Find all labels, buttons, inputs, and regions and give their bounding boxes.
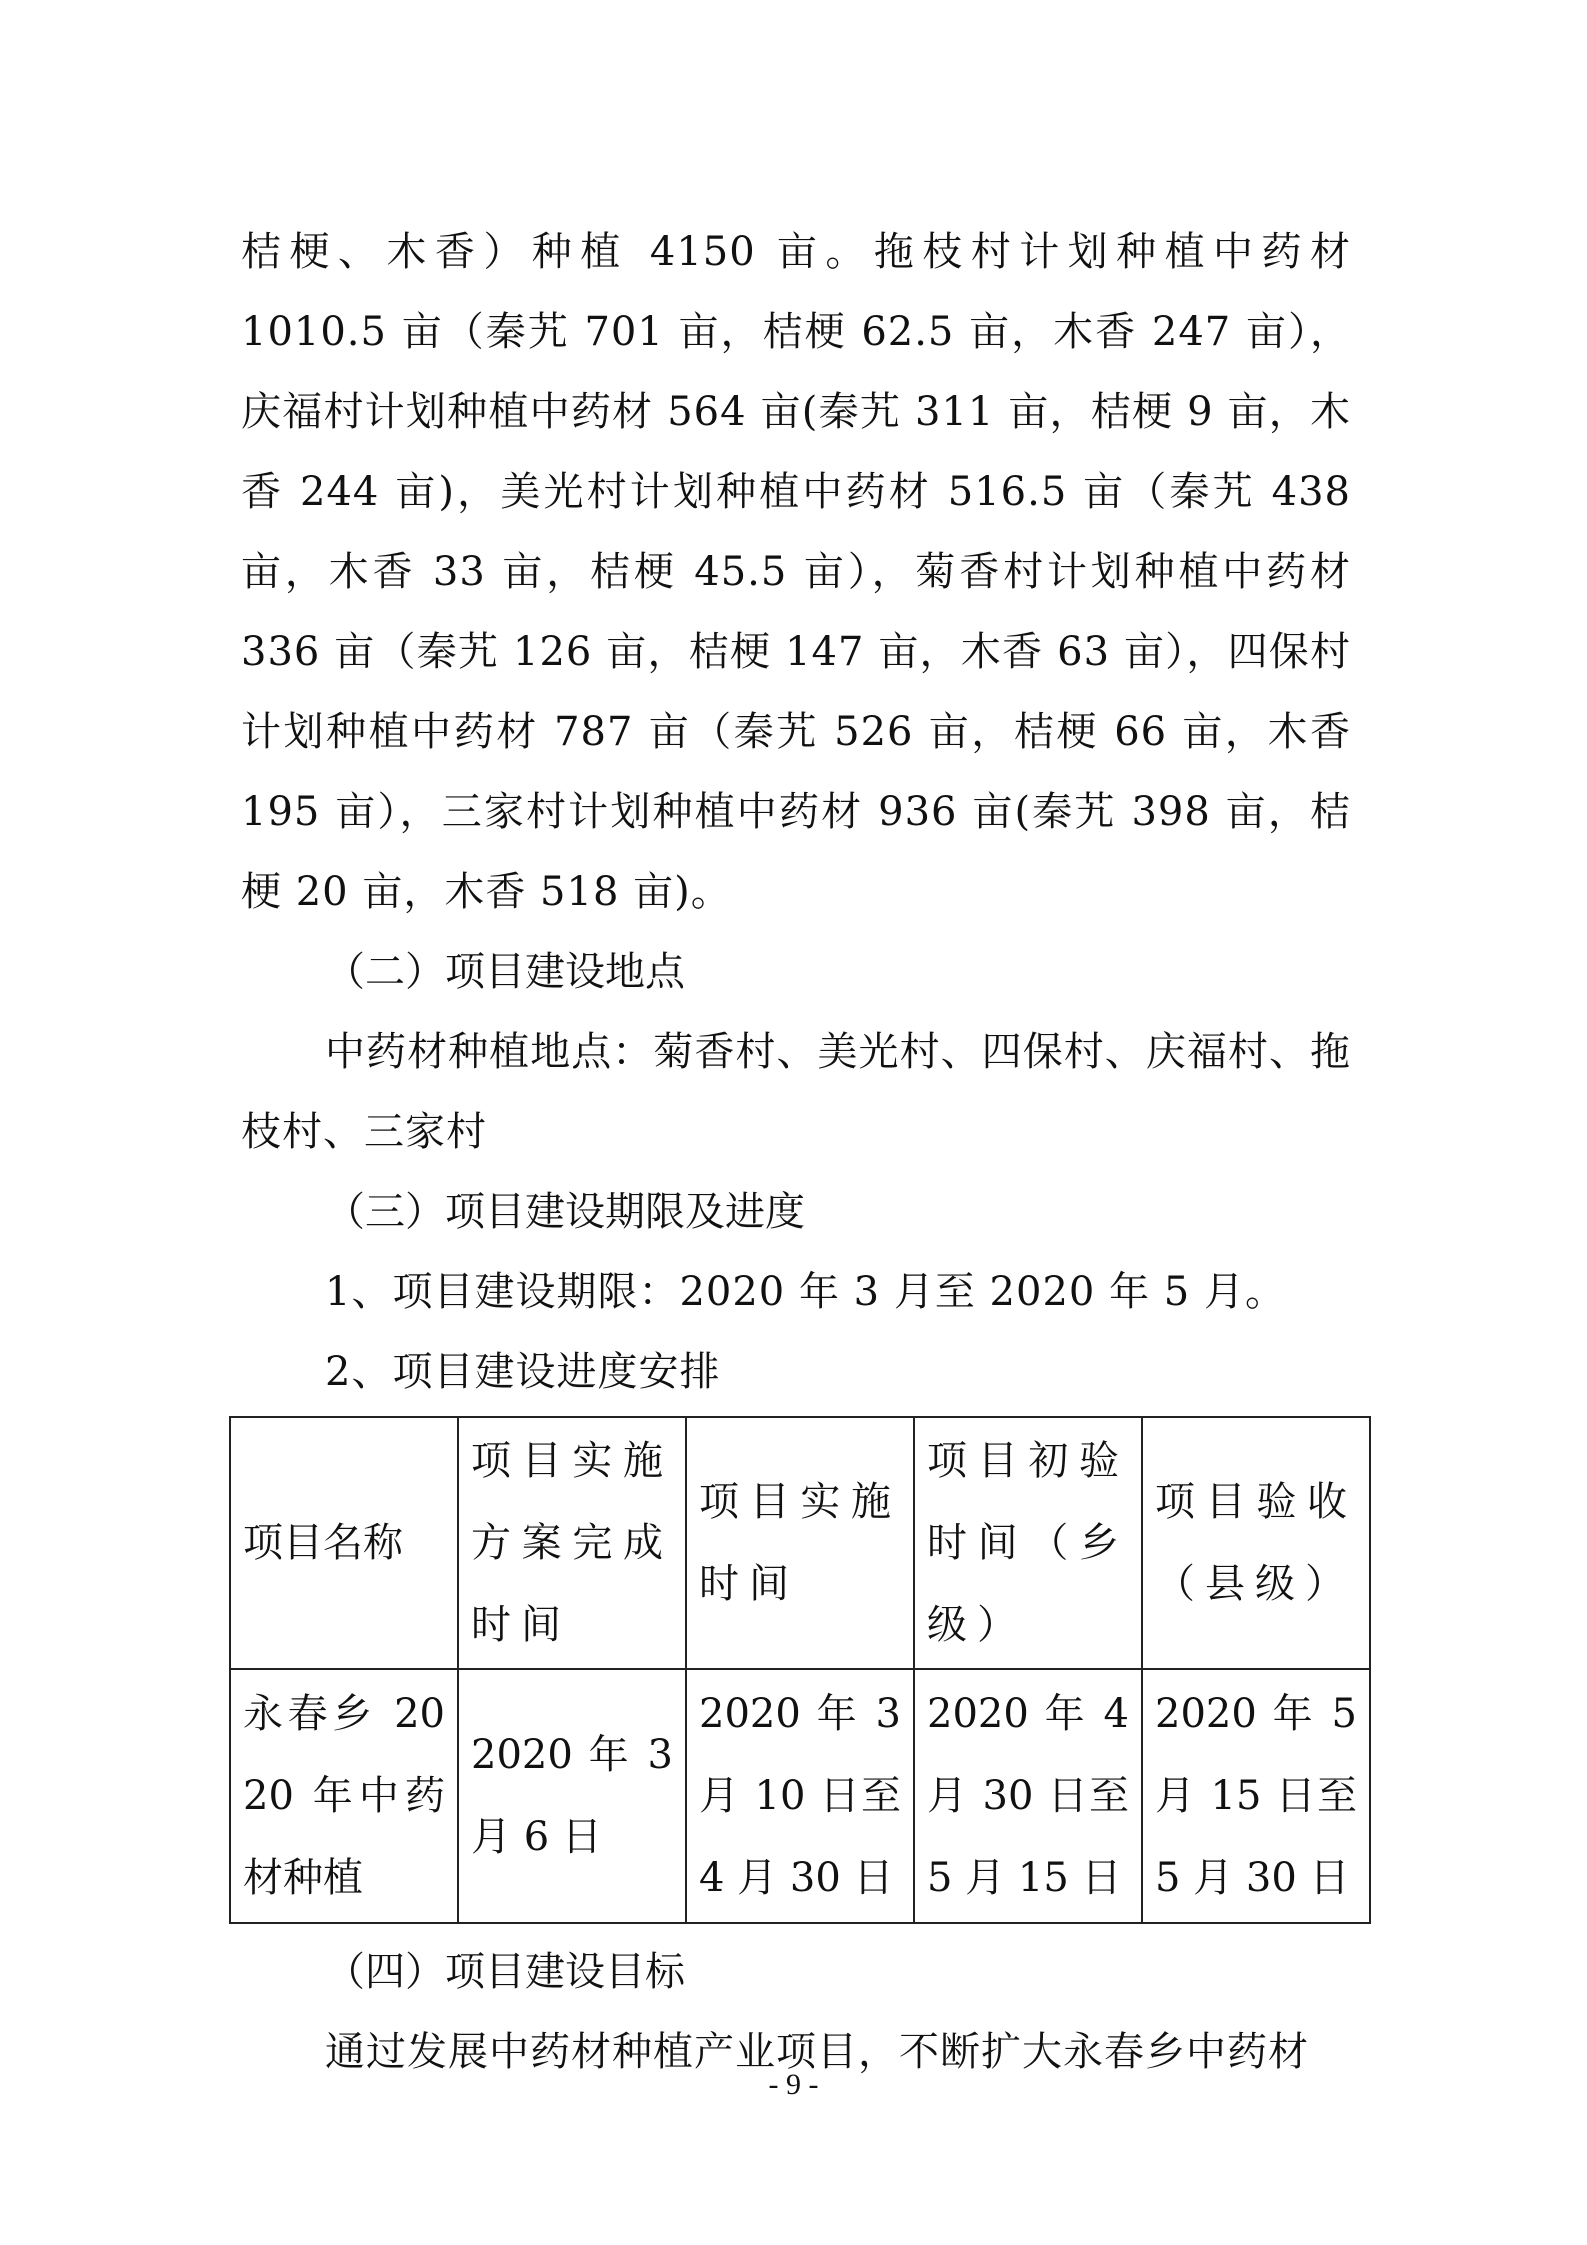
paragraph-goal: 通过发展中药材种植产业项目，不断扩大永春乡中药材 xyxy=(325,2029,1309,2075)
header-acceptance: 项目验收（县级） xyxy=(1142,1417,1370,1669)
cell-project-name: 永春乡 2020 年中药材种植 xyxy=(230,1669,458,1923)
document-body xyxy=(241,212,1357,2092)
page-number: - 9 - xyxy=(768,2068,819,2101)
paragraph-planting-plan: 桔梗、木香）种植 4150 亩。拖枝村计划种植中药材 1010.5 亩（秦艽 701 亩，桔梗 62.5 亩，木香 247 亩），庆福村计划种植中药材 564 亩(秦艽 311 亩，桔梗 9 亩，木香 244 亩)，美光村计划种植中药材 516.5 亩（秦艽 438 亩，木香 33 亩，桔梗 45.5 亩），菊香村计划种植中药材 336 亩（秦艽 126 亩，桔梗 147 亩，木香 63 亩），四保村计划种植中药材 787 亩（秦艽 526 亩，桔梗 66 亩，木香 195 亩），三家村计划种植中药材 936 亩(秦艽 398 亩，桔梗 20 亩，木香 518 亩)。 xyxy=(241,229,1351,915)
section-heading-location: （二）项目建设地点 xyxy=(325,949,685,995)
header-project-name: 项目名称 xyxy=(230,1417,458,1669)
table-row xyxy=(230,1669,1370,1923)
header-implementation-time: 项目实施时间 xyxy=(686,1417,914,1669)
cell-acceptance-time: 2020 年 5 月 15 日至 5 月 30 日 xyxy=(1142,1669,1370,1923)
header-plan-completion-time: 项目实施方案完成时间 xyxy=(458,1417,686,1669)
section-heading-goal: （四）项目建设目标 xyxy=(325,1949,685,1995)
cell-plan-completion-time: 2020 年 3 月 6 日 xyxy=(458,1669,686,1923)
header-initial-inspection-time: 项目初验时间（乡级） xyxy=(914,1417,1142,1669)
cell-implementation-time: 2020 年 3 月 10 日至 4 月 30 日 xyxy=(686,1669,914,1923)
cell-initial-inspection-time: 2020 年 4 月 30 日至 5 月 15 日 xyxy=(914,1669,1142,1923)
table-header-row xyxy=(230,1417,1370,1669)
paragraph-location: 中药材种植地点：菊香村、美光村、四保村、庆福村、拖枝村、三家村 xyxy=(241,1029,1351,1155)
section-heading-schedule: （三）项目建设期限及进度 xyxy=(325,1189,805,1235)
paragraph-duration: 1、项目建设期限：2020 年 3 月至 2020 年 5 月。 xyxy=(325,1269,1286,1315)
schedule-table xyxy=(229,1416,1371,1924)
paragraph-schedule-intro: 2、项目建设进度安排 xyxy=(325,1349,721,1395)
